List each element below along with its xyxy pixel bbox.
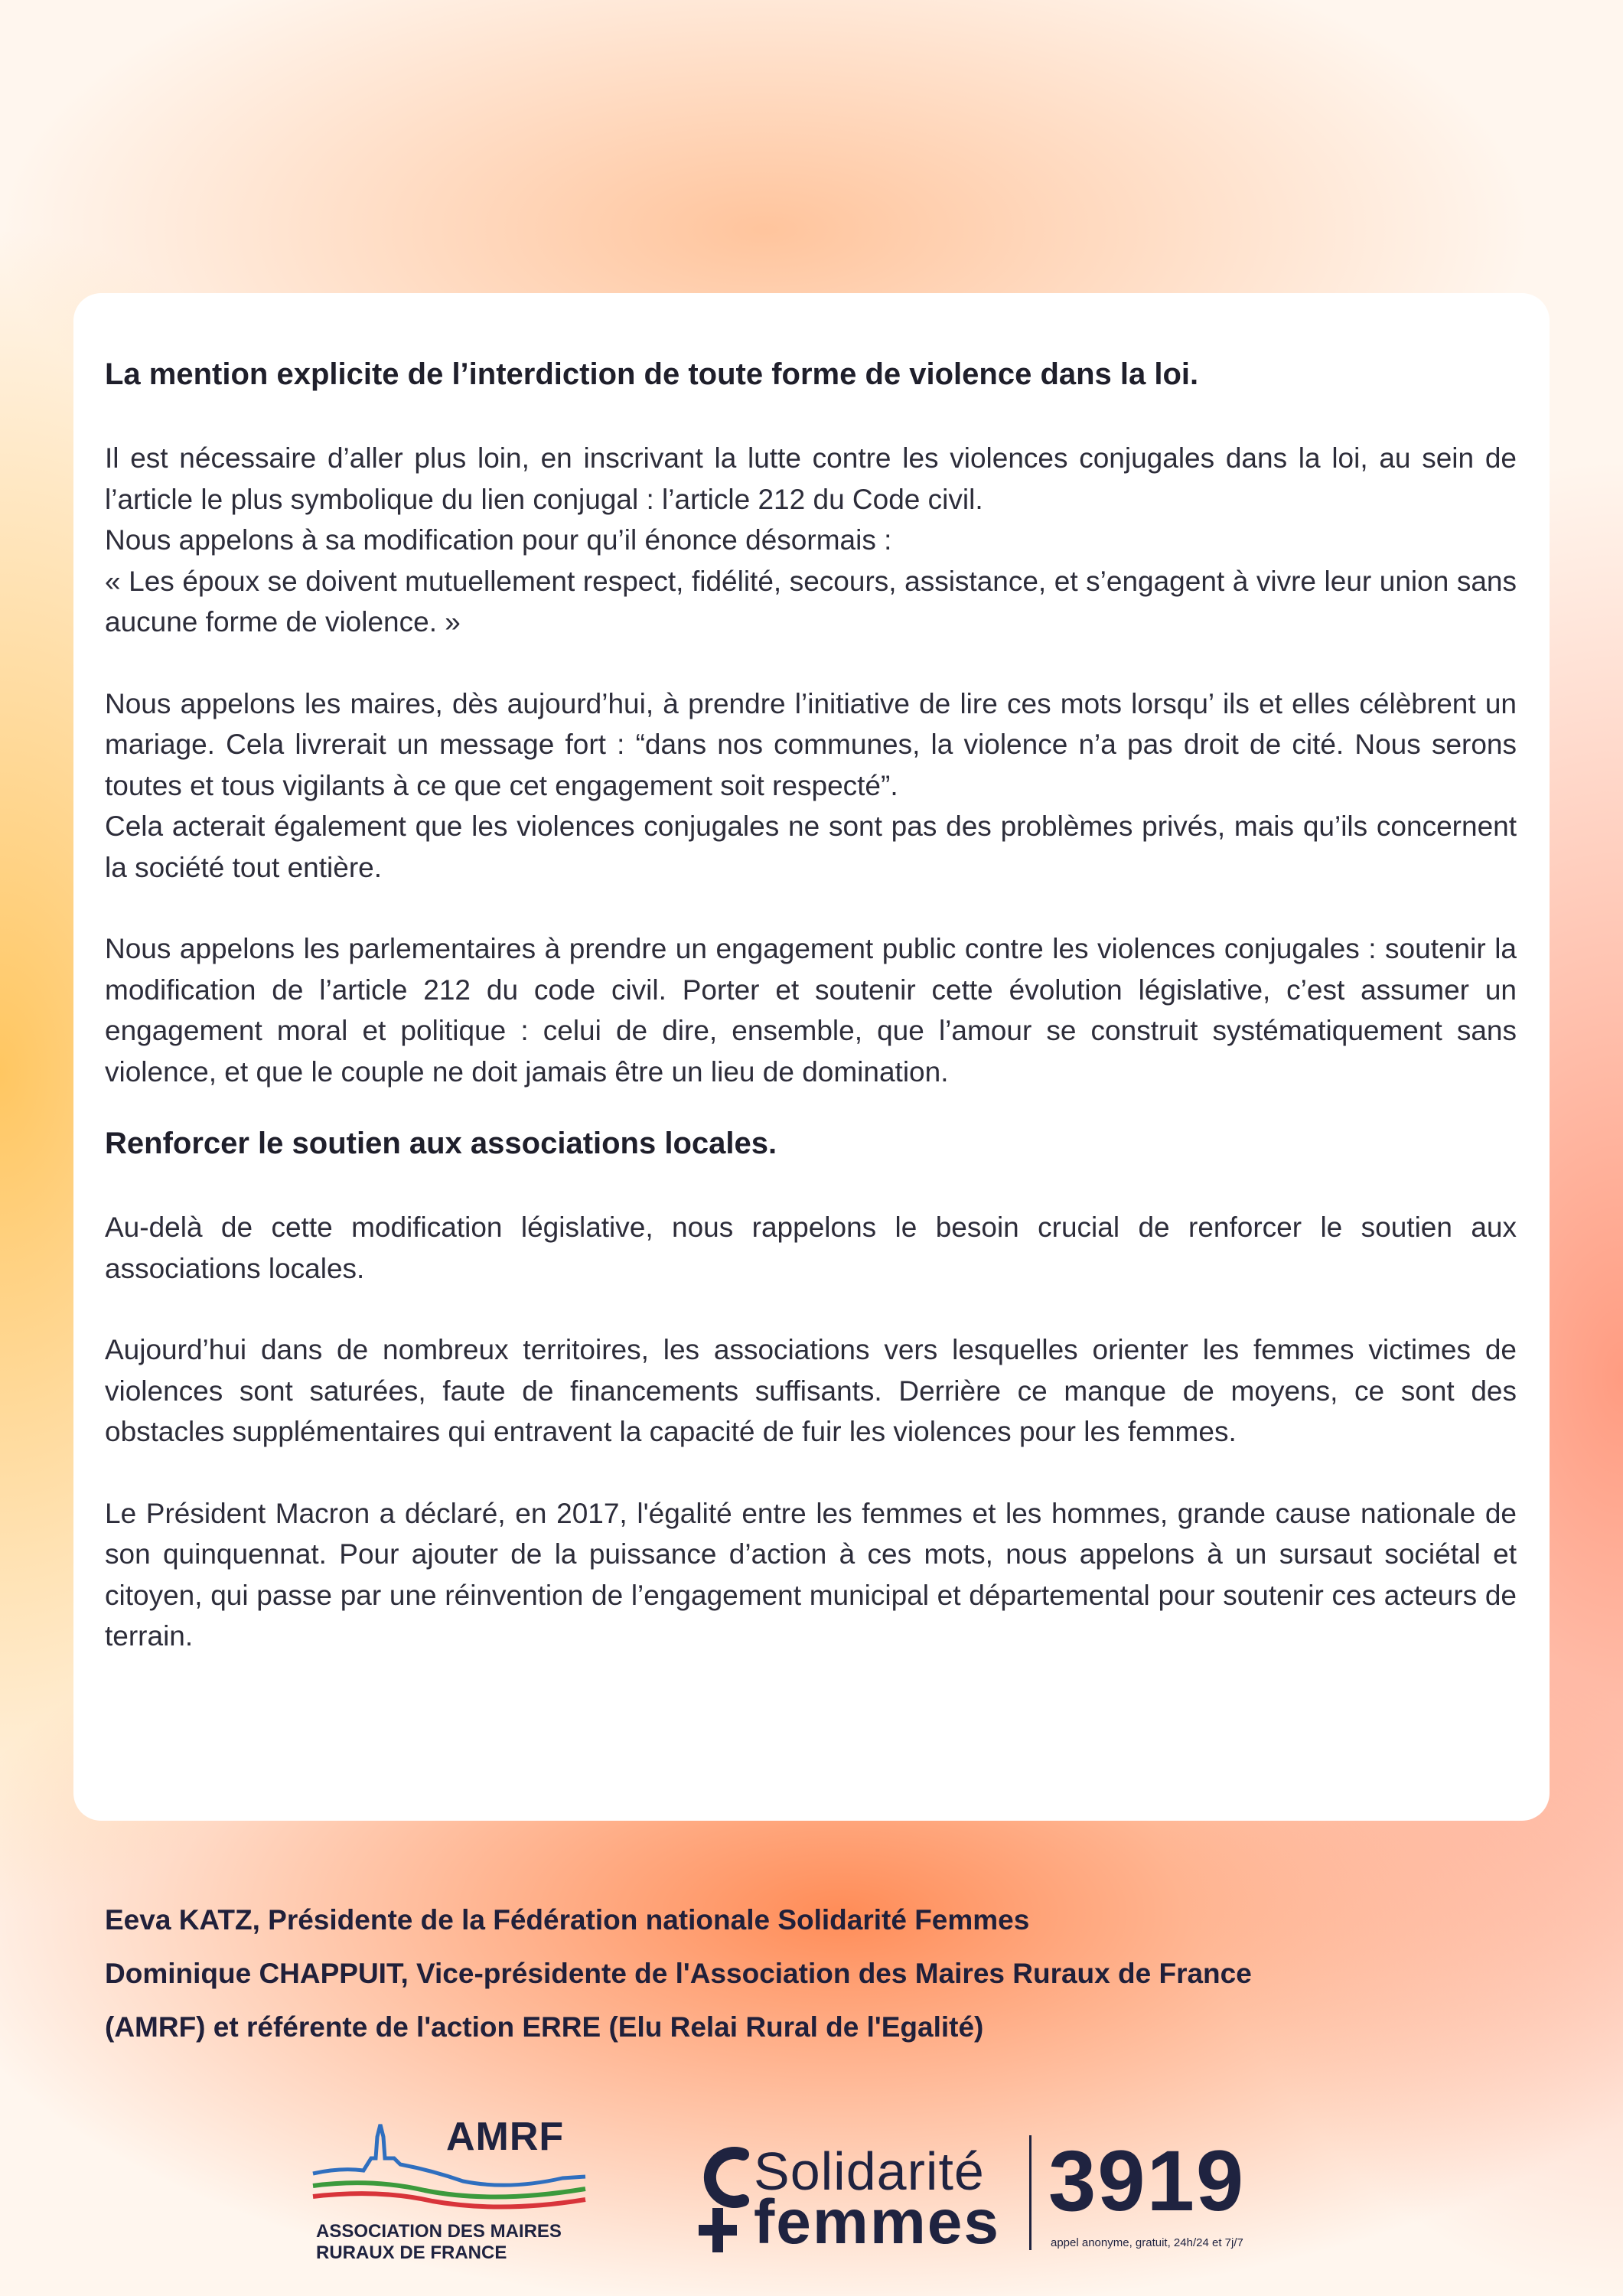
letter-body bbox=[105, 354, 1517, 1657]
paragraph: Le Président Macron a déclaré, en 2017, l'égalité entre les femmes et les hommes, grande cause nationale de son quinquennat. Pour ajouter de la puissance d’action à ces mots, nous appelons à un sursaut sociétal et citoyen, qui passe par une réinvention de l’engagement municipal et départemental pour soutenir ces acteurs de terrain. bbox=[105, 1497, 1517, 1652]
section-heading-associations: Renforcer le soutien aux associations locales. bbox=[105, 1127, 777, 1160]
solidarite-femmes-logo bbox=[693, 2131, 1274, 2269]
femmes-word: femmes bbox=[754, 2187, 1000, 2257]
paragraph: Nous appelons à sa modification pour qu’il énonce désormais : bbox=[105, 524, 892, 556]
female-symbol-icon bbox=[693, 2139, 752, 2254]
amrf-logo bbox=[310, 2114, 593, 2267]
section-heading-violence: La mention explicite de l’interdiction de toute forme de violence dans la loi. bbox=[105, 357, 1199, 391]
amrf-subtitle: ASSOCIATION DES MAIRES RURAUX DE FRANCE bbox=[316, 2221, 562, 2263]
helpline-number: 3919 bbox=[1048, 2133, 1246, 2229]
paragraph: Nous appelons les maires, dès aujourd’hui, à prendre l’initiative de lire ces mots lorsqu’ ils et elles célèbrent un mariage. Cela livrerait un message fort : “dans nos communes, la violence n’a pas droit de cité. Nous serons toutes et tous vigilants à ce que cet engagement soit respecté”. bbox=[105, 687, 1517, 801]
paragraph: Cela acterait également que les violences conjugales ne sont pas des problèmes privés, mais qu’ils concernent la société tout entière. bbox=[105, 810, 1517, 883]
logo-divider bbox=[1029, 2135, 1031, 2250]
signature-line: (AMRF) et référente de l'action ERRE (Elu Relai Rural de l'Egalité) bbox=[105, 2011, 984, 2043]
quoted-article: « Les époux se doivent mutuellement respect, fidélité, secours, assistance, et s’engagent à vivre leur union sans aucune forme de violence. » bbox=[105, 565, 1517, 638]
solidarite-word: Solidarité bbox=[754, 2141, 985, 2201]
signatures bbox=[105, 1893, 1528, 2054]
paragraph: Il est nécessaire d’aller plus loin, en inscrivant la lutte contre les violences conjugales dans la loi, au sein de l’article le plus symbolique du lien conjugal : l’article 212 du Code civil. bbox=[105, 442, 1517, 515]
signature-line: Eeva KATZ, Présidente de la Fédération nationale Solidarité Femmes bbox=[105, 1904, 1030, 1936]
signature-line: Dominique CHAPPUIT, Vice-présidente de l'Association des Maires Ruraux de France bbox=[105, 1958, 1252, 1989]
helpline-note: appel anonyme, gratuit, 24h/24 et 7j/7 bbox=[1051, 2236, 1243, 2249]
paragraph: Nous appelons les parlementaires à prendre un engagement public contre les violences conjugales : soutenir la modification de l’article 212 du code civil. Porter et soutenir cette évolution législative, c’est assumer un engagement moral et politique : celui de dire, ensemble, que l’amour se construit systématiquement sans violence, et que le couple ne doit jamais être un lieu de domination. bbox=[105, 933, 1517, 1088]
paragraph: Au-delà de cette modification législative, nous rappelons le besoin crucial de renforcer le soutien aux associations locales. bbox=[105, 1212, 1517, 1284]
paragraph: Aujourd’hui dans de nombreux territoires, les associations vers lesquelles orienter les femmes victimes de violences sont saturées, faute de financements suffisants. Derrière ce manque de moyens, ce sont des obstacles supplémentaires qui entravent la capacité de fuir les violences pour les femmes. bbox=[105, 1334, 1517, 1447]
amrf-name: AMRF bbox=[446, 2115, 565, 2159]
